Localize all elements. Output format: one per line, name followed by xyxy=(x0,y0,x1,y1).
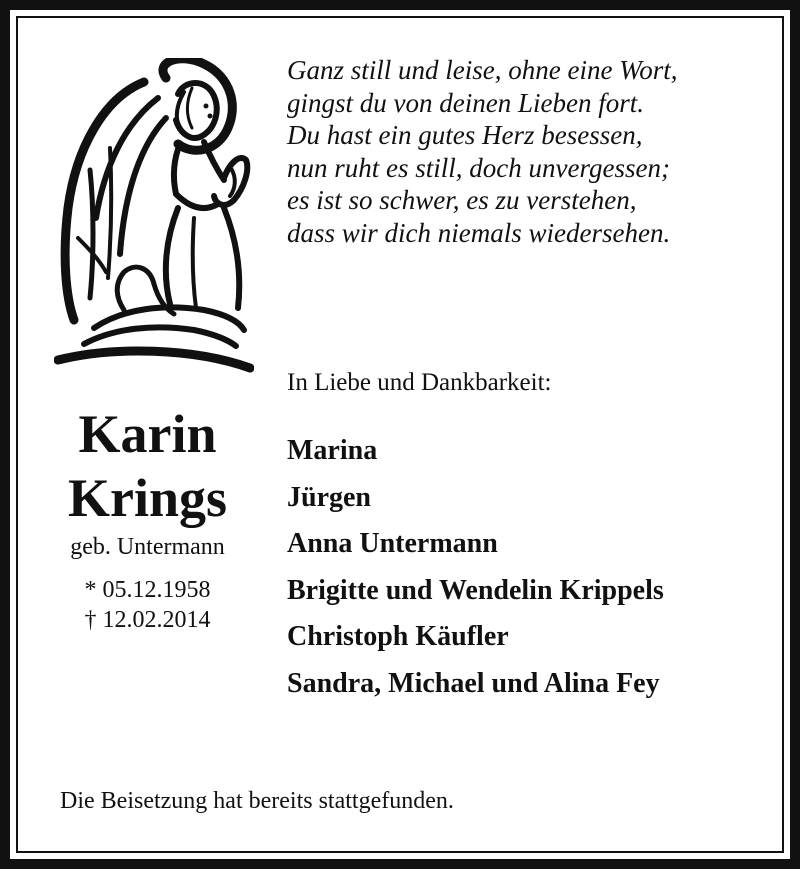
mourners-list xyxy=(287,428,664,707)
dedication: In Liebe und Dankbarkeit: xyxy=(287,369,552,396)
mourner-name: Brigitte und Wendelin Krippels xyxy=(287,574,664,606)
poem-line: nun ruht es still, doch unvergessen; xyxy=(287,152,670,183)
poem-line: Du hast ein gutes Herz besessen, xyxy=(287,120,643,150)
maiden-name: geb. Untermann xyxy=(70,534,225,560)
life-dates xyxy=(40,575,255,635)
poem-line: es ist so schwer, es zu verstehen, xyxy=(287,185,637,215)
poem-line: gingst du von deinen Lieben fort. xyxy=(287,87,644,118)
mourner-name: Jürgen xyxy=(287,481,371,513)
birth-date: * 05.12.1958 xyxy=(84,577,211,603)
deceased-last-name: Krings xyxy=(67,468,228,528)
deceased-block xyxy=(40,402,255,635)
mourner-name: Sandra, Michael und Alina Fey xyxy=(287,667,660,699)
poem-line: Ganz still und leise, ohne eine Wort, xyxy=(287,55,678,85)
poem-line: dass wir dich niemals wiedersehen. xyxy=(287,217,671,248)
deceased-first-name: Karin xyxy=(78,404,217,464)
mourner-name: Christoph Käufler xyxy=(287,621,509,652)
mourner-name: Marina xyxy=(287,435,378,466)
poem xyxy=(287,54,777,249)
mourner-name: Anna Untermann xyxy=(287,528,498,559)
praying-angel-icon xyxy=(54,58,254,383)
death-date: † 12.02.2014 xyxy=(84,607,211,633)
closing-note: Die Beisetzung hat bereits stattgefunden. xyxy=(60,788,454,814)
